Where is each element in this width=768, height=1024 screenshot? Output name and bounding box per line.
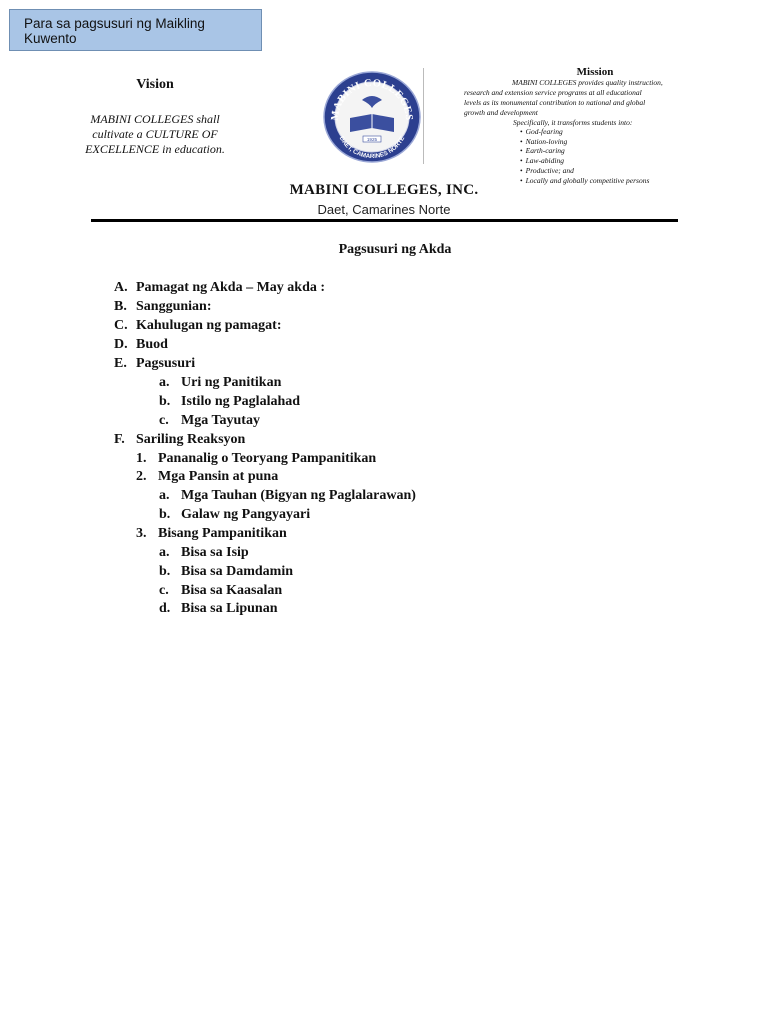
outline-label: Bisa sa Kaasalan — [181, 583, 283, 598]
outline-subitem — [159, 394, 300, 410]
mission-text: levels as its monumental contribution to national and global — [464, 98, 646, 107]
outline-marker: 2. — [136, 469, 147, 484]
outline-numbered-item — [136, 469, 278, 485]
outline-marker: d. — [159, 601, 171, 616]
header-divider — [423, 68, 424, 164]
outline-label: Bisang Pampanitikan — [158, 526, 287, 541]
outline-subitem — [159, 545, 249, 561]
outline-marker: F. — [114, 432, 125, 447]
logo-ring-text-bottom: DAET, CAMARINES NORTE — [337, 135, 407, 161]
outline-item-b — [114, 299, 211, 315]
outline-label: Bisa sa Lipunan — [181, 601, 278, 616]
outline-subitem — [159, 488, 416, 504]
outline-label: Pamagat ng Akda – May akda : — [136, 280, 326, 295]
outline-label: Mga Pansin at puna — [158, 469, 279, 484]
outline-marker: b. — [159, 507, 171, 522]
vision-title: Vision — [136, 77, 174, 92]
outline-label: Sanggunian: — [136, 299, 212, 314]
outline-label: Bisa sa Isip — [181, 545, 249, 560]
outline-marker: a. — [159, 488, 170, 503]
outline-marker: a. — [159, 375, 170, 390]
outline-subitem — [159, 375, 281, 391]
mission-lead: Specifically, it transforms students into: — [513, 118, 633, 127]
outline-label: Sariling Reaksyon — [136, 432, 246, 447]
mission-statement — [464, 78, 698, 118]
note-box — [9, 9, 262, 51]
logo-ring-text-top: MABINI COLLEGES — [329, 77, 415, 122]
vision-statement — [80, 112, 230, 157]
mission-title: Mission — [576, 66, 614, 78]
mission-text: MABINI COLLEGES provides quality instruction, — [512, 78, 663, 87]
outline-item-a — [114, 280, 325, 296]
outline-numbered-item — [136, 451, 376, 467]
mission-item: • Productive; and — [520, 166, 649, 176]
outline-marker: b. — [159, 394, 171, 409]
outline-label: Kahulugan ng pamagat: — [136, 318, 282, 333]
outline-item-e — [114, 356, 195, 372]
outline-item-c — [114, 318, 281, 334]
mission-item: • God-fearing — [520, 127, 649, 137]
outline-label: Mga Tayutay — [181, 413, 260, 428]
outline-subitem — [159, 564, 293, 580]
vision-line: MABINI COLLEGES shall — [90, 112, 220, 126]
mission-item: • Locally and globally competitive persons — [520, 176, 649, 186]
mission-item: • Law-abiding — [520, 156, 649, 166]
outline-marker: a. — [159, 545, 170, 560]
outline-marker: c. — [159, 413, 169, 428]
outline-marker: B. — [114, 299, 127, 314]
outline-label: Galaw ng Pangyayari — [181, 507, 311, 522]
outline-marker: 1. — [136, 451, 147, 466]
mission-item: • Earth-caring — [520, 146, 649, 156]
outline-label: Pananalig o Teoryang Pampanitikan — [158, 451, 377, 466]
outline-label: Pagsusuri — [136, 356, 196, 371]
document-title: Pagsusuri ng Akda — [338, 242, 452, 257]
vision-line: cultivate a CULTURE OF — [92, 127, 218, 141]
outline-marker: b. — [159, 564, 171, 579]
outline-item-d — [114, 337, 168, 353]
school-logo — [322, 70, 422, 164]
outline-subitem — [159, 413, 260, 429]
note-box-text: Para sa pagsusuri ng Maikling Kuwento — [24, 16, 205, 46]
school-address: Daet, Camarines Norte — [317, 202, 451, 217]
vision-line: EXCELLENCE in education. — [85, 142, 225, 156]
outline-label: Uri ng Panitikan — [181, 375, 282, 390]
logo-banner-text: 1925 — [366, 137, 378, 142]
outline-marker: D. — [114, 337, 128, 352]
outline-marker: E. — [114, 356, 127, 371]
outline-label: Istilo ng Paglalahad — [181, 394, 301, 409]
outline-marker: c. — [159, 583, 169, 598]
mission-item: • Nation-loving — [520, 137, 649, 147]
outline-label: Mga Tauhan (Bigyan ng Paglalarawan) — [181, 488, 416, 503]
outline-marker: A. — [114, 280, 128, 295]
school-name: MABINI COLLEGES, INC. — [289, 182, 479, 198]
outline-marker: C. — [114, 318, 128, 333]
mission-text: growth and development — [464, 108, 538, 117]
mission-list — [520, 127, 649, 185]
mission-text: research and extension service programs at all educational — [464, 88, 642, 97]
header-rule — [91, 219, 678, 222]
outline-subitem — [159, 583, 282, 599]
outline-label: Bisa sa Damdamin — [181, 564, 294, 579]
outline-numbered-item — [136, 526, 287, 542]
outline-item-f — [114, 432, 245, 448]
outline-label: Buod — [136, 337, 168, 352]
outline-subitem — [159, 507, 310, 523]
outline-marker: 3. — [136, 526, 147, 541]
outline-subitem — [159, 601, 278, 617]
